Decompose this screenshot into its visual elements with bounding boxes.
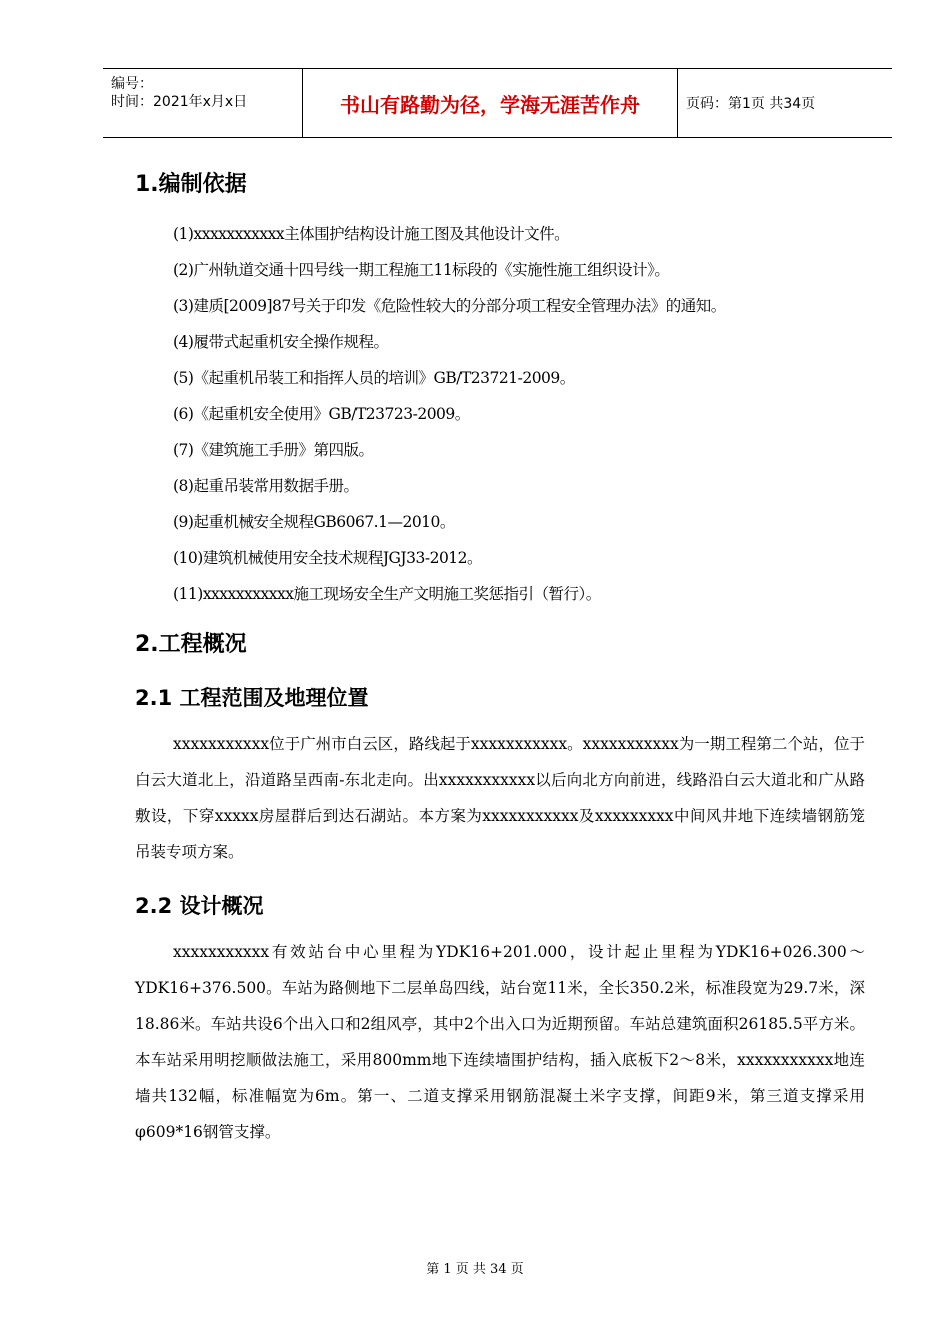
page-footer: 第 1 页 共 34 页 <box>426 1262 524 1277</box>
reference-item: (10)建筑机械使用安全技术规程JGJ33-2012。 <box>173 549 483 567</box>
subsection-title-scope: 2.1 工程范围及地理位置 <box>135 686 369 710</box>
document-date-label: 时间：2021年x月x日 <box>111 94 248 110</box>
section-title-overview: 2.工程概况 <box>135 632 247 657</box>
section-title-basis: 1.编制依据 <box>135 172 247 197</box>
reference-item: (9)起重机械安全规程GB6067.1—2010。 <box>173 513 455 531</box>
reference-item: (5)《起重机吊装工和指挥人员的培训》GB/T23721-2009。 <box>173 369 575 387</box>
reference-item: (4)履带式起重机安全操作规程。 <box>173 333 389 351</box>
scope-paragraph: xxxxxxxxxxx位于广州市白云区，路线起于xxxxxxxxxxx。xxxxxxxxxxx为一期工程第二个站，位于白云大道北上，沿道路呈西南-东北走向。出xxxxxxxxxxx以后向北方向前进，线路沿白云大道北和广从路敷设，下穿xxxxx房屋群后到达石湖站。本方案为xxxxxxxxxxx及xxxxxxxxx中间风井地下连续墙钢筋笼吊装专项方案。 <box>135 735 865 861</box>
reference-item: (8)起重吊装常用数据手册。 <box>173 477 359 495</box>
document-body <box>135 162 865 1164</box>
header-page-number: 页码：第1页 共34页 <box>686 96 816 112</box>
reference-list <box>135 216 865 612</box>
design-paragraph: xxxxxxxxxxx有效站台中心里程为YDK16+201.000，设计起止里程为YDK16+026.300～YDK16+376.500。车站为路侧地下二层单岛四线，站台宽11米，全长350.2米，标准段宽为29.7米，深18.86米。车站共设6个出入口和2组风亭，其中2个出入口为近期预留。车站总建筑面积26185.5平方米。本车站采用明挖顺做法施工，采用800mm地下连续墙围护结构，插入底板下2～8米，xxxxxxxxxxx地连墙共132幅，标准幅宽为6m。第一、二道支撑采用钢筋混凝土米字支撑，间距9米，第三道支撑采用φ609*16钢管支撑。 <box>135 943 865 1141</box>
reference-item: (2)广州轨道交通十四号线一期工程施工11标段的《实施性施工组织设计》。 <box>173 261 670 279</box>
header-meta <box>103 69 303 137</box>
reference-item: (11)xxxxxxxxxxx施工现场安全生产文明施工奖惩指引（暂行）。 <box>173 585 601 603</box>
document-number-label: 编号： <box>111 76 153 92</box>
subsection-title-design: 2.2 设计概况 <box>135 894 264 918</box>
header-motto: 书山有路勤为径，学海无涯苦作舟 <box>303 69 678 137</box>
reference-item: (6)《起重机安全使用》GB/T23723-2009。 <box>173 405 470 423</box>
reference-item: (7)《建筑施工手册》第四版。 <box>173 441 374 459</box>
reference-item: (3)建质[2009]87号关于印发《危险性较大的分部分项工程安全管理办法》的通知。 <box>173 297 726 315</box>
reference-item: (1)xxxxxxxxxxx主体围护结构设计施工图及其他设计文件。 <box>173 225 570 243</box>
page-header <box>103 68 892 138</box>
